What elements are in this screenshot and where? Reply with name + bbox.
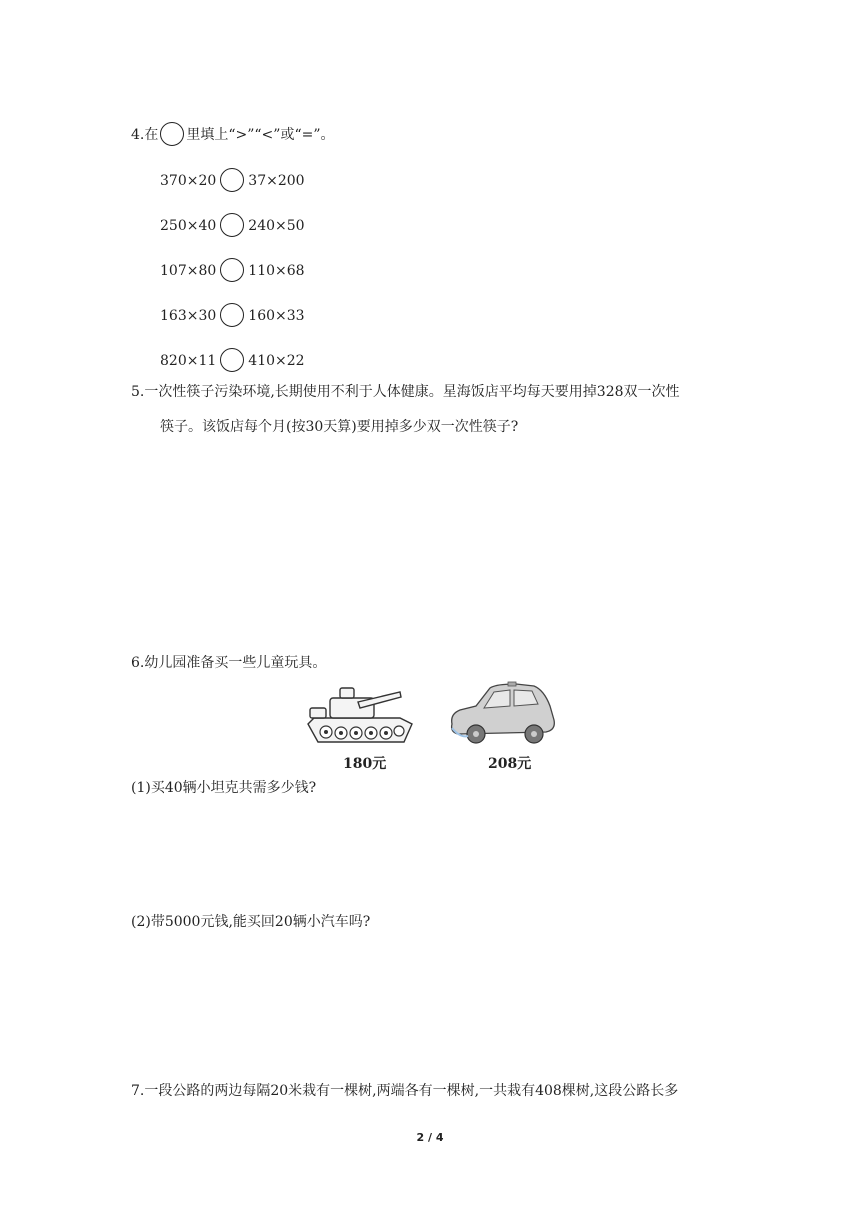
answer-circle-icon[interactable] [220, 303, 244, 327]
q5-line-2: 筷子。该饭店每个月(按30天算)要用掉多少双一次性筷子? [160, 419, 519, 435]
toy-car-icon [446, 680, 558, 748]
q4-item-2 [160, 213, 305, 237]
q4-item-right: 410×22 [248, 353, 305, 369]
q4-item-left: 370×20 [160, 173, 217, 189]
q4-item-1 [160, 168, 305, 192]
page-number: 2 / 4 [416, 1131, 444, 1144]
answer-circle-icon[interactable] [220, 168, 244, 192]
q6-sub-1: (1)买40辆小坦克共需多少钱? [131, 780, 317, 796]
q7-line-1: 7.一段公路的两边每隔20米栽有一棵树,两端各有一棵树,一共栽有408棵树,这段公路长多 [131, 1083, 679, 1099]
toy-tank-icon [300, 680, 420, 750]
q4-item-right: 160×33 [248, 308, 305, 324]
q4-item-left: 107×80 [160, 263, 217, 279]
q4-prefix: 4.在 [131, 127, 159, 143]
q4-item-right: 37×200 [248, 173, 305, 189]
q4-item-left: 250×40 [160, 218, 217, 234]
q4-instruction [131, 122, 335, 146]
q4-item-3 [160, 258, 305, 282]
q4-item-4 [160, 303, 305, 327]
q4-item-left: 163×30 [160, 308, 217, 324]
tank-price: 180元 [343, 756, 387, 772]
q4-item-5 [160, 348, 305, 372]
q4-item-left: 820×11 [160, 353, 217, 369]
q4-suffix: 里填上“>”“<”或“=”。 [186, 127, 335, 143]
q6-title: 6.幼儿园准备买一些儿童玩具。 [131, 655, 327, 671]
answer-circle-icon[interactable] [220, 258, 244, 282]
car-price: 208元 [488, 756, 532, 772]
answer-circle-icon[interactable] [220, 213, 244, 237]
answer-circle-icon [160, 122, 184, 146]
answer-circle-icon[interactable] [220, 348, 244, 372]
q5-line-1: 5.一次性筷子污染环境,长期使用不利于人体健康。星海饭店平均每天要用掉328双一次性 [131, 384, 680, 400]
q6-sub-2: (2)带5000元钱,能买回20辆小汽车吗? [131, 914, 371, 930]
q4-item-right: 110×68 [248, 263, 305, 279]
q4-item-right: 240×50 [248, 218, 305, 234]
